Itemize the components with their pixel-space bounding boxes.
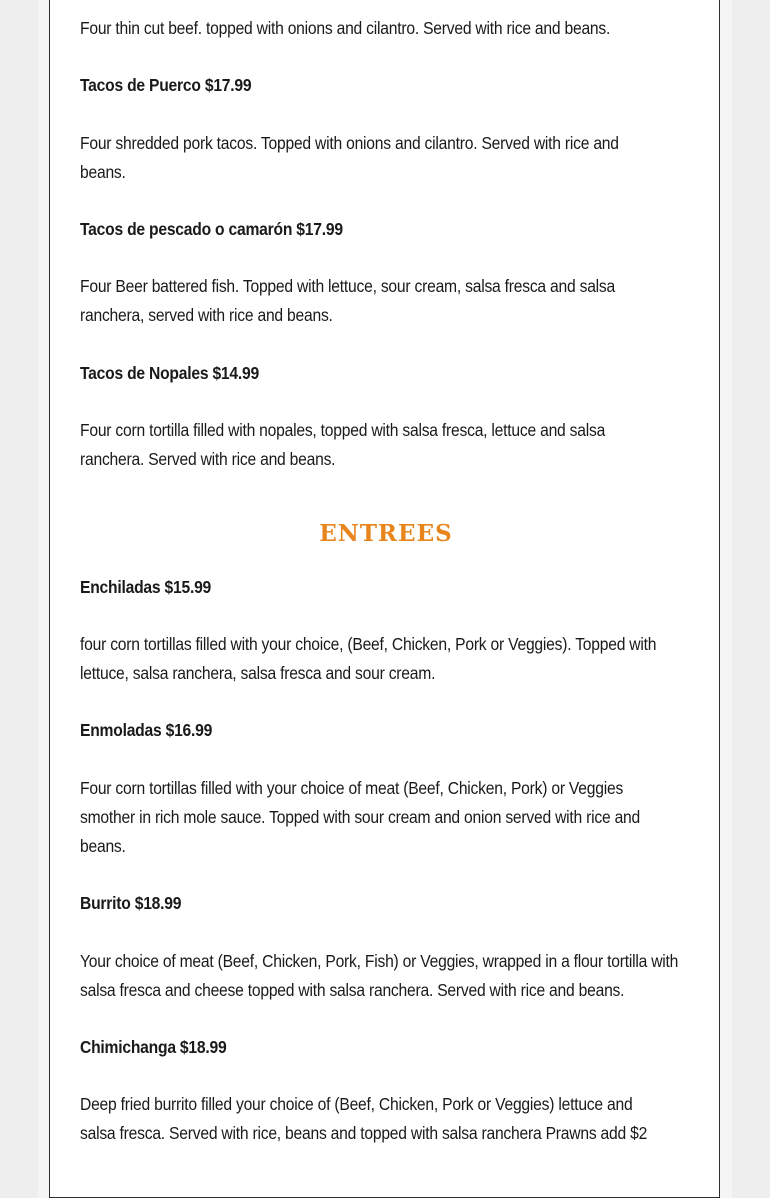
tacos-intro-description: Four thin cut beef. topped with onions and cilantro. Served with rice and beans. [80, 18, 611, 38]
menu-item-description-tacos-de-nopales: Four corn tortilla filled with nopales, topped with salsa fresca, lettuce and salsa ranchera. Served with rice and beans. [80, 420, 606, 469]
menu-item-title-tacos-de-pescado: Tacos de pescado o camarón $17.99 [80, 219, 343, 239]
menu-item-description-tacos-de-pescado: Four Beer battered fish. Topped with lettuce, sour cream, salsa fresca and salsa ranchera, served with rice and beans. [80, 276, 616, 325]
menu-item-title-tacos-de-nopales: Tacos de Nopales $14.99 [80, 363, 259, 383]
menu-item-description-enchiladas: four corn tortillas filled with your choice, (Beef, Chicken, Pork or Veggies). Topped with lettuce, salsa ranchera, salsa fresca and sour cream. [80, 634, 657, 683]
menu-item-description-chimichanga: Deep fried burrito filled your choice of (Beef, Chicken, Pork or Veggies) lettuce and salsa fresca. Served with rice, beans and topped with salsa ranchera Prawns add $2 [80, 1094, 648, 1143]
menu-item-title-burrito: Burrito $18.99 [80, 893, 182, 913]
menu-item-description-enmoladas: Four corn tortillas filled with your choice of meat (Beef, Chicken, Pork) or Veggies smother in rich mole sauce. Topped with sour cream and onion served with rice and beans. [80, 778, 641, 856]
menu-item-description-tacos-de-puerco: Four shredded pork tacos. Topped with onions and cilantro. Served with rice and beans. [80, 133, 619, 182]
menu-item-description-burrito: Your choice of meat (Beef, Chicken, Pork, Fish) or Veggies, wrapped in a flour tortilla with salsa fresca and cheese topped with salsa ranchera. Served with rice and beans. [80, 951, 679, 1000]
menu-item-title-enchiladas: Enchiladas $15.99 [80, 577, 212, 597]
menu-item-title-chimichanga: Chimichanga $18.99 [80, 1037, 227, 1057]
menu-item-title-enmoladas: Enmoladas $16.99 [80, 720, 213, 740]
section-heading-entrees: ENTREES [319, 520, 453, 547]
menu-item-title-tacos-de-puerco: Tacos de Puerco $17.99 [80, 75, 252, 95]
